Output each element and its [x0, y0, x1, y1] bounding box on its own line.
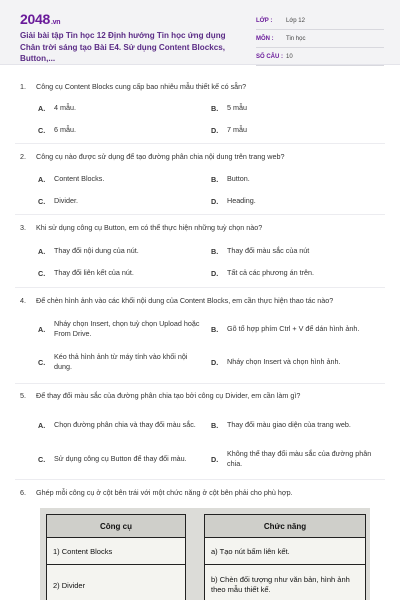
question-text: Công cụ nào được sử dụng để tạo đường phân chia nội dung trên trang web?	[36, 152, 285, 161]
function-row: b) Chèn đối tượng như văn bản, hình ảnh theo mẫu thiết kế.	[211, 575, 350, 594]
option-letter: D.	[211, 125, 219, 135]
meta-value: Tin học	[286, 35, 306, 42]
option-text: Nháy chọn Insert, chọn tuỳ chọn Upload hoặc From Drive.	[54, 319, 200, 338]
option-letter: B.	[211, 324, 219, 334]
option-text: Gõ tổ hợp phím Ctrl + V để dán hình ảnh.	[227, 324, 360, 333]
option-letter: B.	[211, 174, 219, 184]
option-letter: C.	[38, 357, 46, 367]
option-3a[interactable]	[38, 245, 203, 257]
tools-header: Công cụ	[47, 515, 185, 538]
question-number: 3.	[20, 223, 26, 232]
meta-info	[256, 12, 384, 66]
divider	[15, 479, 385, 480]
option-3c[interactable]	[38, 267, 203, 279]
option-text: Content Blocks.	[54, 174, 105, 183]
option-letter: A.	[38, 246, 46, 256]
option-letter: C.	[38, 268, 46, 278]
option-text: Nháy chọn Insert và chọn hình ảnh.	[227, 357, 341, 366]
option-4a[interactable]	[38, 317, 203, 341]
option-text: Thay đổi màu sắc của nút	[227, 246, 310, 255]
meta-key: MÔN :	[256, 35, 274, 42]
option-letter: A.	[38, 174, 46, 184]
option-letter: D.	[211, 454, 219, 464]
meta-row-count	[256, 48, 384, 66]
tool-row: 2) Divider	[53, 580, 86, 590]
question-text: Để thay đổi màu sắc của đường phân chia tạo bởi công cụ Divider, em cần làm gì?	[36, 391, 301, 400]
option-4b[interactable]	[211, 317, 386, 341]
divider	[15, 383, 385, 384]
option-letter: C.	[38, 125, 46, 135]
option-text: 7 mẫu	[227, 125, 247, 134]
question-number: 4.	[20, 296, 26, 305]
option-1b[interactable]	[211, 102, 381, 114]
divider	[15, 214, 385, 215]
meta-row-subject	[256, 30, 384, 48]
option-1d[interactable]	[211, 124, 381, 136]
question-number: 2.	[20, 152, 26, 161]
option-3b[interactable]	[211, 245, 381, 257]
option-4c[interactable]	[38, 350, 203, 374]
functions-table	[204, 514, 366, 600]
function-row: a) Tạo nút bấm liên kết.	[205, 538, 365, 565]
matching-table-image	[40, 508, 370, 600]
option-2b[interactable]	[211, 173, 381, 185]
meta-value: 10	[286, 53, 293, 60]
page-header	[0, 0, 400, 65]
option-letter: D.	[211, 196, 219, 206]
divider	[15, 287, 385, 288]
option-text: Tất cả các phương án trên.	[227, 268, 315, 277]
option-letter: A.	[38, 420, 46, 430]
option-text: Thay đổi nội dung của nút.	[54, 246, 139, 255]
option-letter: D.	[211, 357, 219, 367]
option-text: Sử dụng công cụ Button để thay đổi màu.	[54, 454, 187, 463]
option-2d[interactable]	[211, 195, 381, 207]
option-letter: B.	[211, 246, 219, 256]
option-text: Heading.	[227, 196, 256, 205]
option-5d[interactable]	[211, 447, 386, 471]
question-text: Công cụ Content Blocks cung cấp bao nhiêu mẫu thiết kế có sẵn?	[36, 82, 247, 91]
option-5a[interactable]	[38, 413, 203, 437]
option-text: Kéo thả hình ảnh từ máy tính vào khối nội dung.	[54, 352, 188, 371]
meta-key: LỚP :	[256, 17, 273, 24]
option-text: Thay đổi liên kết của nút.	[54, 268, 134, 277]
question-text: Ghép mỗi công cụ ở cột bên trái với một chức năng ở cột bên phải cho phù hợp.	[36, 488, 293, 497]
option-text: 6 mẫu.	[54, 125, 76, 134]
option-3d[interactable]	[211, 267, 381, 279]
option-4d[interactable]	[211, 350, 386, 374]
tool-row: 1) Content Blocks	[47, 538, 185, 565]
page-title: Giải bài tập Tin học 12 Định hướng Tin học ứng dụng Chân trời sáng tạo Bài E4. Sử dụng Content Blockcs, Button,...	[20, 31, 226, 63]
option-letter: D.	[211, 268, 219, 278]
question-number: 1.	[20, 82, 26, 91]
option-text: Divider.	[54, 196, 78, 205]
option-letter: B.	[211, 103, 219, 113]
question-number: 5.	[20, 391, 26, 400]
option-5c[interactable]	[38, 447, 208, 471]
option-1a[interactable]	[38, 102, 198, 114]
question-number: 6.	[20, 488, 26, 497]
option-text: Chọn đường phân chia và thay đổi màu sắc.	[54, 420, 196, 429]
question-text: Để chèn hình ảnh vào các khối nội dung của Content Blocks, em cần thực hiện thao tác nào?	[36, 296, 334, 305]
divider	[15, 143, 385, 144]
option-text: Thay đổi màu giao diện của trang web.	[227, 420, 351, 429]
option-5b[interactable]	[211, 413, 386, 437]
meta-key: SỐ CÂU :	[256, 53, 283, 60]
option-text: Không thể thay đổi màu sắc của đường phân chia.	[227, 449, 372, 468]
option-letter: A.	[38, 103, 46, 113]
meta-value: Lớp 12	[286, 17, 305, 24]
option-letter: C.	[38, 454, 46, 464]
option-2c[interactable]	[38, 195, 198, 207]
logo-suffix: .vn	[50, 19, 61, 26]
option-2a[interactable]	[38, 173, 198, 185]
tools-table	[46, 514, 186, 600]
option-letter: A.	[38, 324, 46, 334]
functions-header: Chức năng	[205, 515, 365, 538]
option-letter: B.	[211, 420, 219, 430]
question-text: Khi sử dụng công cụ Button, em có thể thực hiện những tuỳ chọn nào?	[36, 223, 263, 232]
option-text: 4 mẫu.	[54, 103, 76, 112]
logo-text: 2048	[20, 11, 50, 27]
site-logo[interactable]	[20, 11, 60, 27]
option-letter: C.	[38, 196, 46, 206]
meta-row-class	[256, 12, 384, 30]
option-1c[interactable]	[38, 124, 198, 136]
option-text: 5 mẫu	[227, 103, 247, 112]
option-text: Button.	[227, 174, 250, 183]
